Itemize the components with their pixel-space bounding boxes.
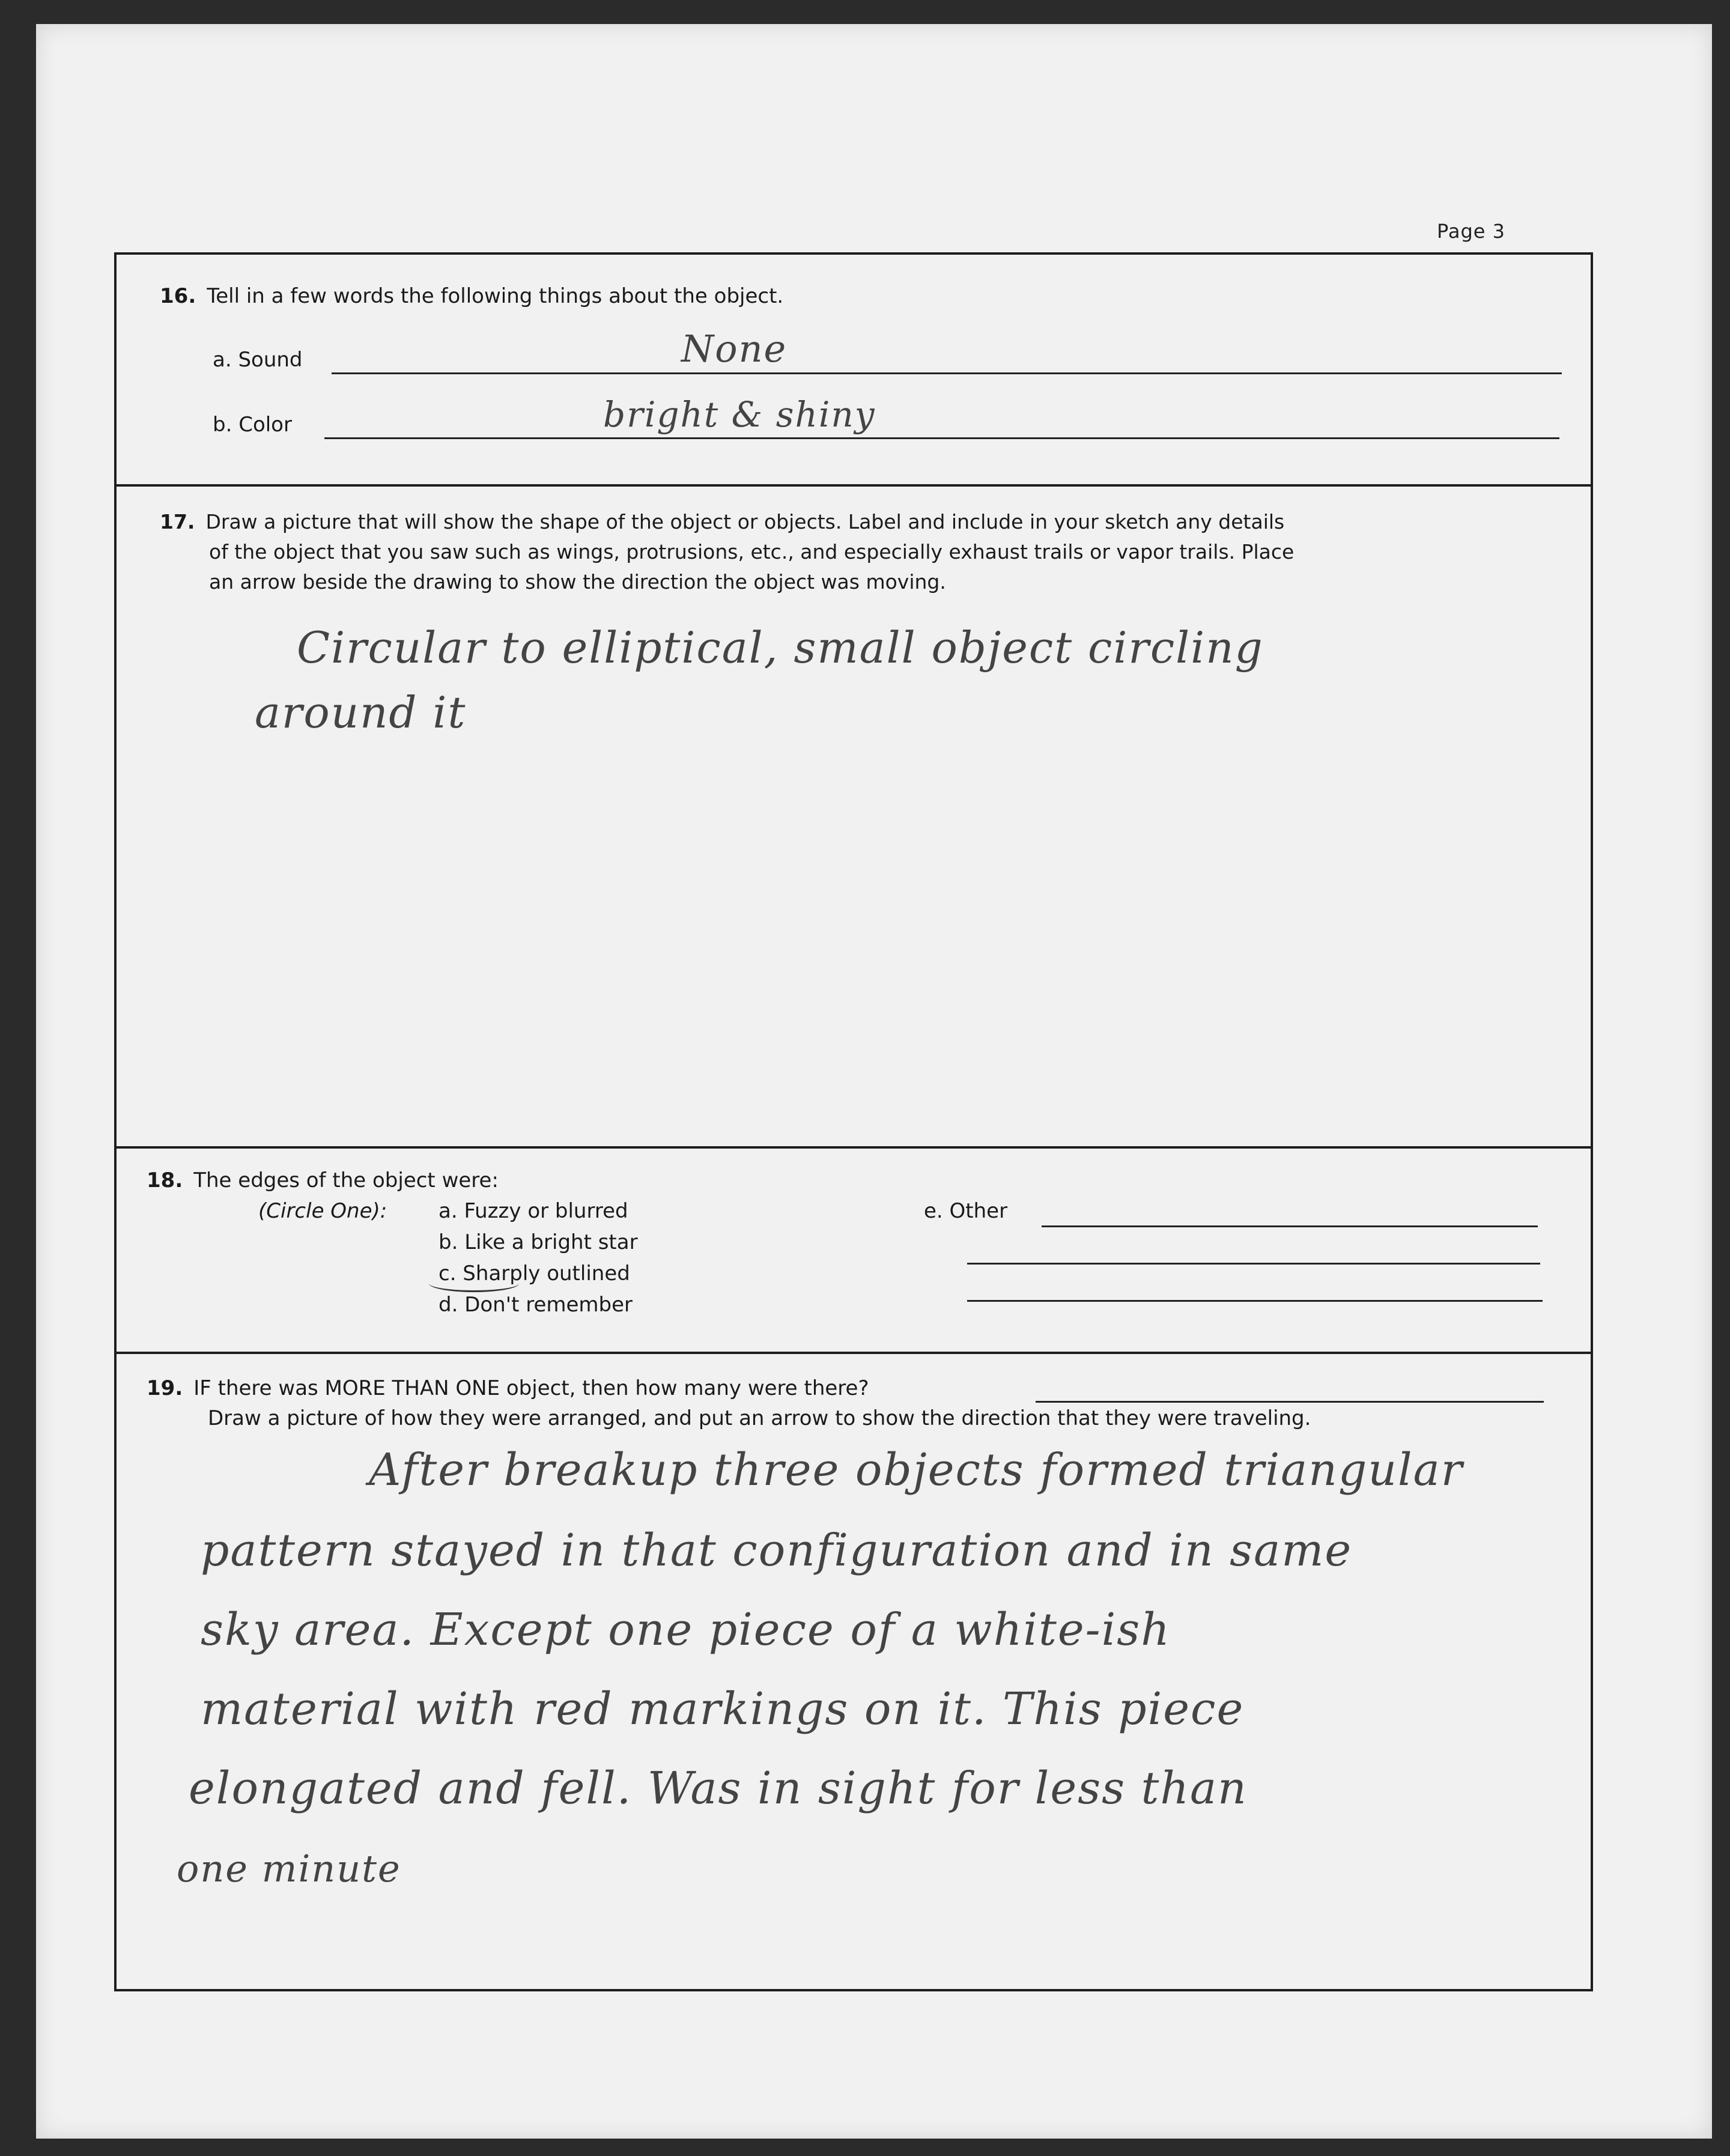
question-16-section — [117, 255, 1591, 484]
question-19-text-1: IF there was MORE THAN ONE object, then how many were there? — [193, 1376, 869, 1400]
sound-answer-line — [332, 372, 1562, 374]
color-answer-line — [324, 437, 1559, 439]
question-17-section — [117, 484, 1591, 1146]
questionnaire-form — [114, 252, 1593, 1991]
other-answer-line-2 — [967, 1263, 1540, 1265]
question-17-answer-2: around it — [255, 687, 467, 738]
sound-answer: None — [681, 327, 788, 371]
edge-option-bright-star: b. Like a bright star — [439, 1230, 638, 1254]
question-19-answer-2: pattern stayed in that configuration and in same — [201, 1525, 1353, 1576]
circled-answer-mark — [429, 1275, 519, 1292]
question-19-line-1 — [147, 1373, 869, 1403]
color-answer: bright & shiny — [603, 394, 876, 435]
question-19-answer-1: After breakup three objects formed triangular — [369, 1444, 1464, 1496]
question-17-answer-1: Circular to elliptical, small object circling — [297, 622, 1264, 673]
circle-one-instruction: (Circle One): — [258, 1199, 387, 1223]
question-18-section — [117, 1146, 1591, 1352]
question-19-answer-5: elongated and fell. Was in sight for less than — [189, 1763, 1248, 1814]
question-19-section — [117, 1352, 1591, 1991]
question-17-line-3: an arrow beside the drawing to show the direction the object was moving. — [209, 570, 946, 594]
question-18-text: The edges of the object were: — [193, 1168, 499, 1192]
other-answer-line-1 — [1042, 1225, 1538, 1227]
edge-option-sharply-outlined: c. Sharply outlined — [439, 1262, 630, 1286]
edge-option-dont-remember: d. Don't remember — [439, 1293, 633, 1317]
question-16-text: Tell in a few words the following things about the object. — [207, 284, 784, 308]
other-answer-line-3 — [967, 1300, 1543, 1302]
question-19-answer-3: sky area. Except one piece of a white-ish — [201, 1604, 1171, 1656]
edge-option-other: e. Other — [924, 1199, 1008, 1223]
question-19-answer-6: one minute — [177, 1847, 401, 1890]
question-17-line-1 — [160, 507, 1284, 537]
question-17-line-2: of the object that you saw such as wings, protrusions, etc., and especially exhaust trails or vapor trails. Place — [209, 540, 1294, 563]
question-16-prompt — [160, 281, 783, 311]
sound-label: a. Sound — [213, 348, 303, 372]
color-label: b. Color — [213, 413, 292, 437]
question-16-number: 16. — [160, 284, 196, 308]
question-19-line-2: Draw a picture of how they were arranged, and put an arrow to show the direction that they were traveling. — [208, 1406, 1311, 1430]
edge-option-fuzzy: a. Fuzzy or blurred — [439, 1199, 628, 1223]
question-19-answer-4: material with red markings on it. This piece — [201, 1683, 1245, 1735]
question-18-number: 18. — [147, 1168, 183, 1192]
question-17-number: 17. — [160, 510, 195, 533]
object-count-answer-line — [1036, 1401, 1544, 1403]
question-18-prompt — [147, 1165, 499, 1195]
page-number: Page 3 — [1437, 220, 1505, 243]
question-19-number: 19. — [147, 1376, 183, 1400]
question-17-text-1: Draw a picture that will show the shape of the object or objects. Label and include in your sketch any details — [205, 510, 1285, 533]
